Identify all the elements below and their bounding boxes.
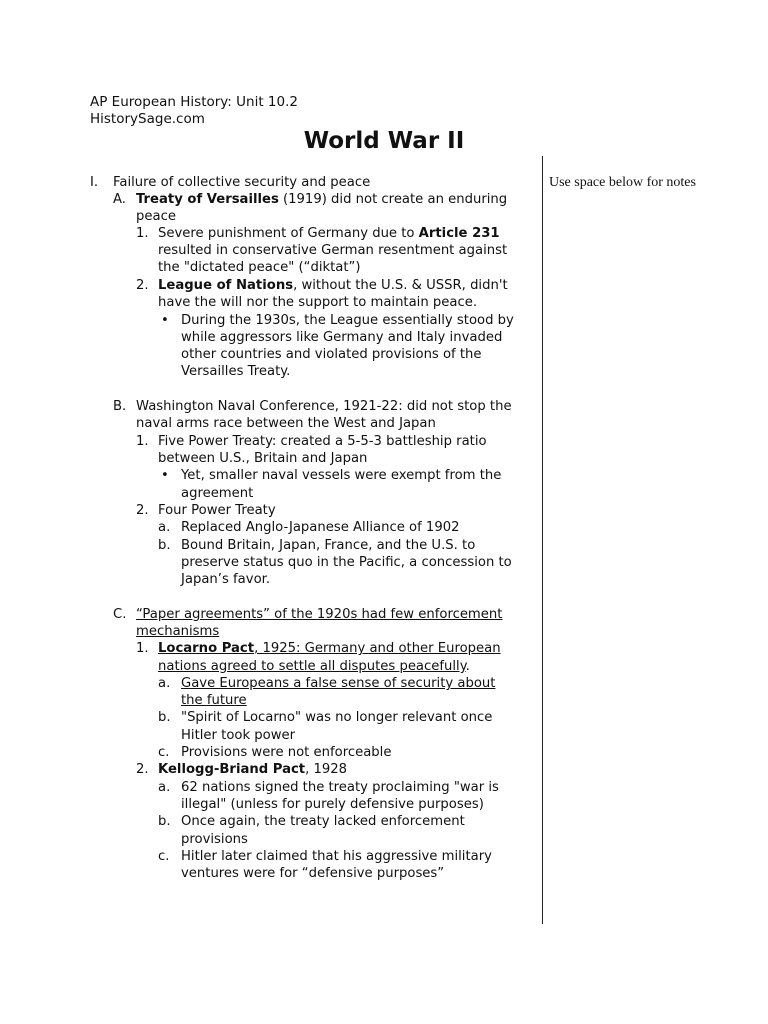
sub-item: "Spirit of Locarno" was no longer relevant once [181, 710, 493, 725]
list-item: Severe punishment of Germany due to Article 231 [158, 226, 500, 241]
bullet-line: Versailles Treaty. [181, 364, 291, 379]
sub-item: Provisions were not enforceable [181, 745, 392, 760]
bullet-line: Yet, smaller naval vessels were exempt from the [181, 468, 502, 483]
sub-item-line: Japan’s favor. [181, 572, 271, 587]
outline-marker: A. [113, 192, 126, 207]
outline-marker: b. [158, 814, 171, 829]
outline-marker: 1. [136, 641, 149, 656]
bullet-line: other countries and violated provisions of the [181, 347, 482, 362]
bullet-line: while aggressors like Germany and Italy invaded [181, 330, 503, 345]
outline-marker: c. [158, 849, 170, 864]
sub-item: Replaced Anglo-Japanese Alliance of 1902 [181, 520, 460, 535]
column-divider [542, 156, 543, 924]
outline-marker: b. [158, 710, 171, 725]
article-231-term: Article 231 [418, 226, 500, 241]
sub-item-line: illegal" (unless for purely defensive purposes) [181, 797, 484, 812]
outline-marker: I. [90, 175, 99, 190]
list-item-line: between U.S., Britain and Japan [158, 451, 368, 466]
list-item: Locarno Pact, 1925: Germany and other European [158, 641, 501, 656]
list-item-line: have the will nor the support to maintain peace. [158, 295, 478, 310]
kellogg-briand-term: Kellogg-Briand Pact [158, 762, 306, 777]
sub-item-line: the future [181, 693, 247, 708]
outline-marker: a. [158, 780, 171, 795]
list-item-line: resulted in conservative German resentment against [158, 243, 508, 258]
header-course: AP European History: Unit 10.2 [90, 94, 298, 110]
sub-item: Once again, the treaty lacked enforcement [181, 814, 465, 829]
league-of-nations-term: League of Nations [158, 278, 294, 293]
list-item: League of Nations, without the U.S. & USSR, didn't [158, 278, 508, 293]
bullet-dot: • [161, 468, 169, 483]
page-title: World War II [303, 128, 465, 154]
section-a-line: peace [136, 209, 176, 224]
outline-marker: C. [113, 607, 127, 622]
list-item: Five Power Treaty: created a 5-5-3 battleship ratio [158, 434, 487, 449]
list-item-line: the "dictated peace" (“diktat”) [158, 260, 361, 275]
treaty-versailles-term: Treaty of Versailles [136, 192, 279, 207]
sub-item: Bound Britain, Japan, France, and the U.S. to [181, 538, 476, 553]
section-c-line: “Paper agreements” of the 1920s had few enforcement [136, 607, 503, 622]
outline-marker: a. [158, 676, 171, 691]
bullet-line: During the 1930s, the League essentially stood by [181, 313, 514, 328]
section-i-heading: Failure of collective security and peace [113, 175, 371, 190]
sub-item: Hitler later claimed that his aggressive military [181, 849, 492, 864]
sub-item-line: preserve status quo in the Pacific, a concession to [181, 555, 512, 570]
outline-marker: c. [158, 745, 170, 760]
outline-marker: 2. [136, 503, 149, 518]
locarno-pact-term: Locarno Pact [158, 641, 255, 656]
sub-item-line: provisions [181, 832, 248, 847]
bullet-dot: • [161, 313, 169, 328]
outline-marker: B. [113, 399, 127, 414]
section-c-line: mechanisms [136, 624, 220, 639]
sub-item-line: Hitler took power [181, 728, 296, 743]
sub-item: Gave Europeans a false sense of security about [181, 676, 496, 691]
outline-marker: 2. [136, 762, 149, 777]
section-a-line: Treaty of Versailles (1919) did not create an enduring [136, 192, 508, 207]
list-item: Four Power Treaty [158, 503, 276, 518]
sub-item-line: ventures were for “defensive purposes” [181, 866, 445, 881]
outline-marker: 2. [136, 278, 149, 293]
list-item-line: nations agreed to settle all disputes peacefully. [158, 659, 470, 674]
header-site: HistorySage.com [90, 111, 205, 127]
outline-marker: a. [158, 520, 171, 535]
sub-item: 62 nations signed the treaty proclaiming "war is [181, 780, 499, 795]
section-b-line: Washington Naval Conference, 1921-22: did not stop the [136, 399, 512, 414]
outline-marker: 1. [136, 434, 149, 449]
bullet-line: agreement [181, 486, 254, 501]
notes-column-label: Use space below for notes [549, 175, 696, 190]
outline-marker: 1. [136, 226, 149, 241]
outline-marker: b. [158, 538, 171, 553]
section-b-line: naval arms race between the West and Japan [136, 416, 436, 431]
list-item: Kellogg-Briand Pact, 1928 [158, 762, 348, 777]
